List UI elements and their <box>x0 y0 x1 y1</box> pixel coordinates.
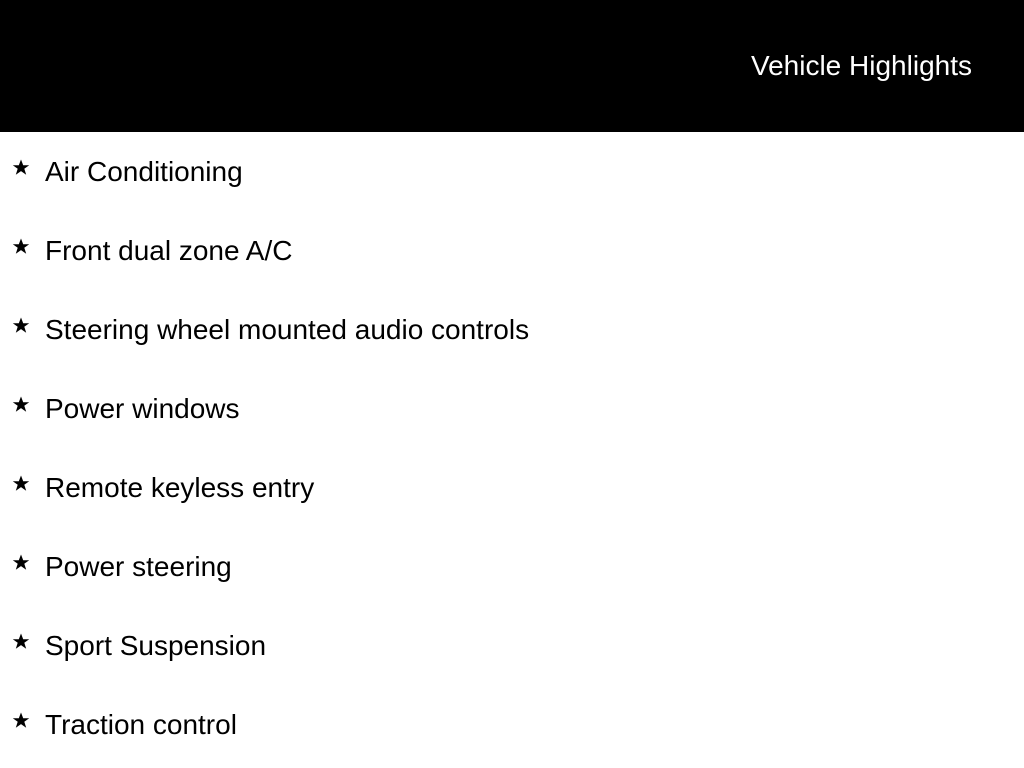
highlight-item <box>0 685 1024 764</box>
highlight-label: Front dual zone A/C <box>45 235 293 266</box>
star-icon <box>11 474 31 494</box>
highlight-item <box>0 290 1024 369</box>
star-icon <box>11 711 31 731</box>
star-icon <box>11 158 31 178</box>
page-header <box>0 0 1024 132</box>
star-icon <box>11 237 31 257</box>
highlight-item <box>0 369 1024 448</box>
highlight-label: Remote keyless entry <box>45 472 315 503</box>
highlight-label: Steering wheel mounted audio controls <box>45 314 530 345</box>
star-icon <box>11 395 31 415</box>
highlight-label: Air Conditioning <box>45 156 243 187</box>
highlight-item <box>0 606 1024 685</box>
highlight-item <box>0 211 1024 290</box>
highlight-label: Power steering <box>45 551 232 582</box>
star-icon <box>11 632 31 652</box>
highlight-item <box>0 448 1024 527</box>
star-icon <box>11 553 31 573</box>
highlight-item <box>0 132 1024 211</box>
highlight-label: Sport Suspension <box>45 630 267 661</box>
vehicle-highlights-list <box>0 132 1024 764</box>
highlight-label: Traction control <box>45 709 237 740</box>
highlight-item <box>0 527 1024 606</box>
highlight-label: Power windows <box>45 393 240 424</box>
page-title: Vehicle Highlights <box>750 50 972 81</box>
star-icon <box>11 316 31 336</box>
